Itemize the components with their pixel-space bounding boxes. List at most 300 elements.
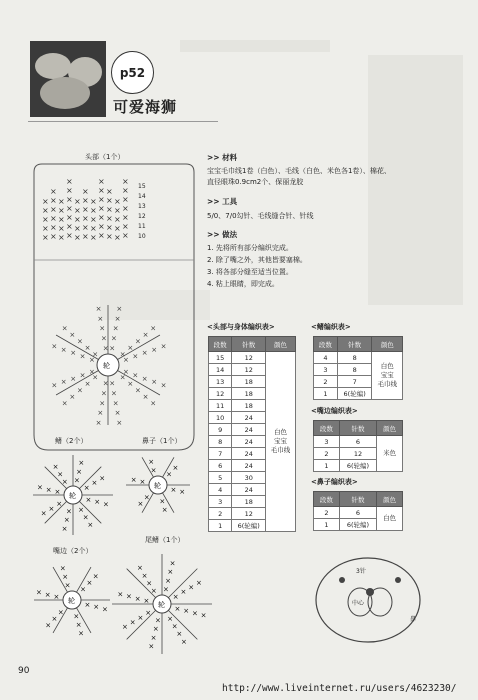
stitch-mark: ×	[84, 343, 91, 352]
stitch-mark: ×	[137, 564, 143, 573]
stitch-mark: ×	[51, 381, 58, 390]
stitch-mark: ×	[122, 186, 129, 195]
stitch-mark: ×	[90, 224, 97, 233]
stitch-mark: ×	[167, 568, 174, 577]
stitch-mark: ×	[111, 334, 117, 343]
flipper-knit-table	[313, 336, 403, 400]
table-cell: 6(轮编)	[337, 388, 372, 400]
head-diagram	[28, 160, 200, 455]
color-cell: 白色 宝宝 毛巾线	[266, 352, 296, 532]
stitch-mark: ×	[148, 642, 155, 651]
stitch-mark: ×	[82, 187, 89, 196]
stitch-mark: ×	[42, 233, 49, 242]
stitch-mark: ×	[100, 389, 107, 398]
stitch-mark: ×	[69, 393, 76, 402]
stitch-mark: ×	[89, 368, 95, 377]
row-mark: 13	[138, 203, 146, 210]
table-header: 针数	[339, 421, 376, 436]
stitch-mark: ×	[59, 564, 66, 573]
stitch-mark: ×	[73, 612, 80, 621]
method-step: 2. 除了嘴之外，其他皆要塞棉。	[207, 256, 307, 264]
stitch-mark: ×	[134, 337, 141, 346]
stitch-mark: ×	[129, 618, 136, 627]
table-cell: 1	[314, 388, 338, 400]
table-cell: 1	[209, 520, 232, 532]
stitch-mark: ×	[132, 352, 139, 361]
stitch-mark: ×	[171, 622, 178, 631]
stitch-mark: ×	[97, 314, 104, 323]
ring-center-label: 轮	[158, 601, 165, 609]
stitch-mark: ×	[74, 206, 81, 215]
stitch-mark: ×	[60, 345, 67, 354]
stitch-mark: ×	[53, 593, 60, 602]
stitch-mark: ×	[58, 233, 65, 242]
stitch-mark: ×	[37, 483, 43, 492]
method-step: 4. 粘上眼睛，即完成。	[207, 280, 279, 288]
stitch-mark: ×	[114, 206, 121, 215]
table-cell: 15	[209, 352, 232, 364]
stitch-mark: ×	[74, 233, 81, 242]
table-cell: 7	[337, 376, 372, 388]
stitch-mark: ×	[114, 197, 121, 206]
table-cell: 24	[232, 412, 266, 424]
stitch-mark: ×	[57, 470, 64, 479]
stitch-mark: ×	[82, 205, 89, 214]
stitch-mark: ×	[66, 204, 73, 213]
stitch-mark: ×	[90, 215, 97, 224]
stitch-mark: ×	[188, 583, 195, 592]
stitch-mark: ×	[58, 206, 65, 215]
table-row	[209, 352, 296, 364]
stitch-mark: ×	[66, 231, 73, 240]
stitch-mark: ×	[114, 224, 121, 233]
method-heading: >> 做法	[207, 230, 238, 239]
stitch-mark: ×	[77, 386, 83, 395]
stitch-mark: ×	[141, 571, 148, 580]
stitch-mark: ×	[170, 485, 177, 494]
stitch-mark: ×	[167, 614, 174, 623]
stitch-mark: ×	[95, 304, 102, 313]
stitch-mark: ×	[151, 345, 158, 354]
table-cell: 12	[232, 508, 266, 520]
row-mark: 11	[138, 223, 146, 230]
table-cell: 24	[232, 448, 266, 460]
stitch-mark: ×	[63, 516, 70, 525]
stitch-mark: ×	[134, 386, 141, 395]
mouth-knit-table	[313, 420, 403, 472]
table-cell: 12	[209, 388, 232, 400]
bleed-through-block	[180, 40, 330, 52]
stitch-mark: ×	[98, 231, 105, 240]
stitch-mark: ×	[79, 352, 86, 361]
stitch-mark: ×	[130, 475, 137, 484]
row-mark: 12	[138, 213, 146, 220]
ring-center-label: 轮	[69, 492, 76, 500]
stitch-mark: ×	[134, 594, 141, 603]
body-table-caption: <头部与身体编织表>	[207, 323, 275, 331]
face-label-left: 中心	[352, 600, 365, 607]
stitch-mark: ×	[82, 513, 89, 522]
table-cell: 18	[232, 388, 266, 400]
stitch-mark: ×	[143, 493, 150, 502]
stitch-mark: ×	[179, 488, 186, 497]
stitch-mark: ×	[52, 462, 59, 471]
table-cell: 3	[209, 496, 232, 508]
stitch-mark: ×	[114, 215, 121, 224]
stitch-mark: ×	[122, 177, 129, 186]
stitch-mark: ×	[119, 373, 126, 382]
stitch-mark: ×	[102, 344, 109, 353]
table-cell: 5	[209, 472, 232, 484]
table-cell: 6(轮编)	[232, 520, 266, 532]
stitch-mark: ×	[159, 497, 166, 506]
stitch-mark: ×	[98, 204, 105, 213]
stitch-mark: ×	[84, 600, 91, 609]
ring-center-label: 轮	[154, 482, 161, 490]
flipper-table-caption: <鳍编织表>	[311, 323, 351, 331]
stitch-mark: ×	[122, 204, 129, 213]
method-step: 3. 将各部分缝至适当位置。	[207, 268, 293, 276]
stitch-mark: ×	[122, 195, 129, 204]
stitch-mark: ×	[106, 187, 113, 196]
stitch-mark: ×	[40, 509, 47, 518]
stitch-mark: ×	[183, 607, 190, 616]
table-cell: 8	[337, 364, 372, 376]
stitch-mark: ×	[116, 304, 123, 313]
stitch-mark: ×	[51, 342, 58, 351]
stitch-mark: ×	[98, 186, 105, 195]
stitch-mark: ×	[174, 604, 181, 613]
table-cell: 24	[232, 460, 266, 472]
stitch-mark: ×	[70, 349, 77, 358]
table-header: 针数	[232, 337, 266, 352]
bleed-through-block	[368, 55, 463, 305]
stitch-mark: ×	[90, 233, 97, 242]
stitch-mark: ×	[92, 373, 99, 382]
face-label-right: 鼻	[410, 616, 417, 623]
stitch-mark: ×	[60, 378, 67, 387]
table-cell: 24	[232, 424, 266, 436]
stitch-mark: ×	[92, 572, 99, 581]
stitch-mark: ×	[109, 379, 116, 388]
table-cell: 18	[232, 496, 266, 508]
stitch-mark: ×	[150, 587, 157, 596]
table-cell: 1	[314, 460, 340, 472]
nose-diagram-label: 鼻子（1个）	[142, 437, 182, 445]
stitch-mark: ×	[70, 374, 77, 383]
stitch-mark: ×	[74, 224, 81, 233]
stitch-mark: ×	[109, 344, 116, 353]
table-cell: 7	[209, 448, 232, 460]
stitch-mark: ×	[101, 605, 108, 614]
stitch-mark: ×	[50, 187, 57, 196]
stitch-mark: ×	[36, 588, 42, 597]
stitch-mark: ×	[82, 214, 89, 223]
mouth-table-caption: <嘴边编织表>	[311, 407, 358, 415]
stitch-mark: ×	[85, 495, 92, 504]
table-cell: 3	[314, 436, 340, 448]
stitch-mark: ×	[74, 215, 81, 224]
tail-diagram	[110, 542, 220, 662]
body-knit-table	[208, 336, 296, 532]
stitch-mark: ×	[116, 419, 123, 428]
color-cell: 白色 宝宝 毛巾线	[372, 352, 403, 400]
stitch-mark: ×	[50, 214, 57, 223]
materials-heading: >> 材料	[207, 153, 238, 162]
stitch-mark: ×	[122, 355, 129, 364]
table-cell: 8	[209, 436, 232, 448]
stitch-mark: ×	[102, 379, 109, 388]
tools-line: 5/0、7/0勾针、毛线缝合针、针线	[207, 212, 314, 220]
stitch-mark: ×	[172, 592, 179, 601]
table-cell: 3	[314, 364, 338, 376]
stitch-mark: ×	[117, 590, 124, 599]
stitch-mark: ×	[165, 576, 172, 585]
method-step: 1. 先将所有部分编织完成。	[207, 244, 293, 252]
stitch-mark: ×	[161, 506, 168, 515]
stitch-mark: ×	[66, 507, 72, 516]
stitch-mark: ×	[78, 629, 85, 638]
row-mark: 10	[138, 233, 146, 240]
page-title: 可爱海狮	[113, 98, 178, 116]
stitch-mark: ×	[75, 621, 82, 630]
stitch-mark: ×	[200, 611, 207, 620]
stitch-ray	[79, 467, 101, 489]
source-url: http://www.liveinternet.ru/users/4623230/	[222, 683, 457, 694]
stitch-mark: ×	[119, 350, 126, 359]
stitch-mark: ×	[172, 464, 179, 473]
stitch-mark: ×	[106, 223, 113, 232]
stitch-mark: ×	[122, 213, 129, 222]
stitch-mark: ×	[54, 488, 61, 497]
stitch-mark: ×	[57, 608, 64, 617]
sea-lion-photo	[30, 41, 106, 117]
table-header: 针数	[339, 492, 376, 507]
table-cell: 12	[339, 448, 376, 460]
stitch-mark: ×	[142, 330, 149, 339]
stitch-mark: ×	[94, 498, 101, 507]
head-center-label: 轮	[103, 362, 110, 370]
table-header: 段数	[314, 337, 338, 352]
stitch-mark: ×	[106, 232, 113, 241]
stitch-mark: ×	[44, 590, 51, 599]
stitch-mark: ×	[126, 592, 132, 601]
stitch-mark: ×	[78, 459, 85, 468]
stitch-mark: ×	[61, 399, 68, 408]
stitch-mark: ×	[98, 195, 105, 204]
stitch-mark: ×	[58, 197, 65, 206]
stitch-mark: ×	[64, 581, 71, 590]
table-row	[314, 436, 403, 448]
stitch-mark: ×	[150, 399, 157, 408]
stitch-mark: ×	[141, 349, 148, 358]
stitch-mark: ×	[98, 222, 105, 231]
stitch-mark: ×	[74, 197, 81, 206]
stitch-mark: ×	[143, 597, 150, 606]
tools-heading: >> 工具	[207, 197, 238, 206]
table-header: 颜色	[266, 337, 296, 352]
stitch-mark: ×	[122, 622, 128, 631]
stitch-mark: ×	[160, 342, 167, 351]
table-cell: 18	[232, 400, 266, 412]
stitch-mark: ×	[51, 614, 58, 623]
stitch-mark: ×	[76, 467, 83, 476]
stitch-mark: ×	[152, 625, 159, 634]
stitch-mark: ×	[191, 609, 198, 618]
stitch-mark: ×	[98, 213, 105, 222]
table-row	[314, 352, 403, 364]
table-cell: 10	[209, 412, 232, 424]
table-cell: 6	[339, 436, 376, 448]
table-header: 针数	[337, 337, 372, 352]
ring-center-label: 轮	[68, 597, 75, 605]
stitch-mark: ×	[127, 380, 134, 389]
stitch-mark: ×	[99, 324, 106, 333]
stitch-mark: ×	[61, 478, 68, 487]
materials-line: 直径眼珠0.9cm2个、保丽龙胶	[207, 178, 304, 186]
table-row	[314, 507, 403, 519]
stitch-mark: ×	[92, 350, 99, 359]
stitch-mark: ×	[98, 177, 105, 186]
nose-diagram	[120, 445, 200, 530]
stitch-mark: ×	[78, 505, 85, 514]
stitch-mark: ×	[180, 588, 187, 597]
stitch-mark: ×	[42, 206, 49, 215]
mouth-diagram-label: 嘴边（2个）	[53, 547, 93, 555]
table-cell: 2	[314, 376, 338, 388]
stitch-mark: ×	[160, 381, 167, 390]
stitch-mark: ×	[114, 409, 121, 418]
flipper-diagram	[30, 445, 120, 545]
table-cell: 6(轮编)	[339, 519, 376, 531]
stitch-mark: ×	[69, 330, 76, 339]
stitch-mark: ×	[100, 334, 107, 343]
page-code-badge: p52	[111, 51, 154, 94]
table-cell: 11	[209, 400, 232, 412]
stitch-mark: ×	[169, 559, 176, 568]
stitch-mark: ×	[87, 521, 94, 530]
table-header: 颜色	[372, 337, 403, 352]
stitch-mark: ×	[50, 223, 57, 232]
face-label-top: 3针	[356, 568, 366, 575]
stitch-mark: ×	[84, 380, 91, 389]
stitch-mark: ×	[95, 419, 102, 428]
stitch-mark: ×	[91, 479, 98, 488]
table-header: 段数	[314, 492, 340, 507]
stitch-mark: ×	[139, 478, 146, 487]
table-cell: 24	[232, 484, 266, 496]
stitch-mark: ×	[180, 637, 187, 646]
table-cell: 24	[232, 436, 266, 448]
stitch-mark: ×	[66, 195, 73, 204]
stitch-mark: ×	[99, 474, 106, 483]
stitch-mark: ×	[106, 196, 113, 205]
table-cell: 14	[209, 364, 232, 376]
stitch-mark: ×	[155, 616, 161, 625]
mouth-diagram	[30, 555, 120, 650]
table-header: 段数	[314, 421, 340, 436]
stitch-mark: ×	[58, 215, 65, 224]
stitch-mark: ×	[150, 466, 157, 475]
table-cell: 12	[232, 352, 266, 364]
stitch-mark: ×	[166, 470, 173, 479]
stitch-mark: ×	[66, 213, 73, 222]
table-cell: 1	[314, 519, 340, 531]
stitch-mark: ×	[114, 233, 121, 242]
stitch-mark: ×	[122, 368, 129, 377]
table-cell: 12	[232, 364, 266, 376]
materials-line: 宝宝毛巾线1卷（白色）、毛线（白色、米色各1卷）、棉花、	[207, 167, 391, 175]
stitch-mark: ×	[127, 343, 134, 352]
stitch-mark: ×	[89, 355, 95, 364]
table-cell: 18	[232, 376, 266, 388]
stitch-mark: ×	[176, 630, 183, 639]
stitch-mark: ×	[77, 337, 83, 346]
page-number: 90	[18, 666, 30, 676]
stitch-mark: ×	[137, 499, 144, 508]
stitch-mark: ×	[195, 579, 202, 588]
stitch-mark: ×	[50, 205, 57, 214]
title-divider	[28, 121, 218, 122]
stitch-mark: ×	[122, 231, 129, 240]
stitch-mark: ×	[90, 206, 97, 215]
stitch-mark: ×	[145, 609, 152, 618]
face-assembly-diagram	[310, 552, 430, 652]
nose-table-caption: <鼻子编织表>	[311, 478, 358, 486]
stitch-mark: ×	[97, 409, 104, 418]
row-mark: 15	[138, 183, 146, 190]
table-header: 颜色	[377, 421, 403, 436]
stitch-mark: ×	[58, 224, 65, 233]
stitch-mark: ×	[122, 222, 129, 231]
stitch-mark: ×	[146, 579, 153, 588]
stitch-mark: ×	[102, 500, 109, 509]
table-cell: 6	[339, 507, 376, 519]
stitch-mark: ×	[42, 215, 49, 224]
stitch-mark: ×	[112, 399, 119, 408]
stitch-mark: ×	[73, 476, 80, 485]
table-cell: 13	[209, 376, 232, 388]
stitch-mark: ×	[42, 197, 49, 206]
stitch-mark: ×	[93, 603, 100, 612]
stitch-mark: ×	[162, 585, 169, 594]
table-cell: 9	[209, 424, 232, 436]
stitch-mark: ×	[112, 324, 119, 333]
stitch-mark: ×	[82, 223, 89, 232]
table-cell: 4	[314, 352, 338, 364]
table-cell: 6(轮编)	[339, 460, 376, 472]
stitch-mark: ×	[80, 585, 87, 594]
table-header: 颜色	[377, 492, 403, 507]
stitch-mark: ×	[61, 524, 68, 533]
stitch-mark: ×	[82, 232, 89, 241]
stitch-mark: ×	[141, 374, 148, 383]
table-cell: 2	[314, 507, 340, 519]
stitch-mark: ×	[132, 371, 139, 380]
stitch-mark: ×	[106, 214, 113, 223]
stitch-mark: ×	[45, 485, 52, 494]
head-diagram-label: 头部（1个）	[85, 153, 125, 161]
row-mark: 14	[138, 193, 146, 200]
table-cell: 4	[209, 484, 232, 496]
stitch-mark: ×	[66, 177, 73, 186]
stitch-mark: ×	[150, 633, 157, 642]
table-cell: 6	[209, 460, 232, 472]
nose-knit-table	[313, 491, 403, 531]
stitch-mark: ×	[111, 389, 117, 398]
color-cell: 白色	[377, 507, 403, 531]
stitch-mark: ×	[99, 399, 106, 408]
